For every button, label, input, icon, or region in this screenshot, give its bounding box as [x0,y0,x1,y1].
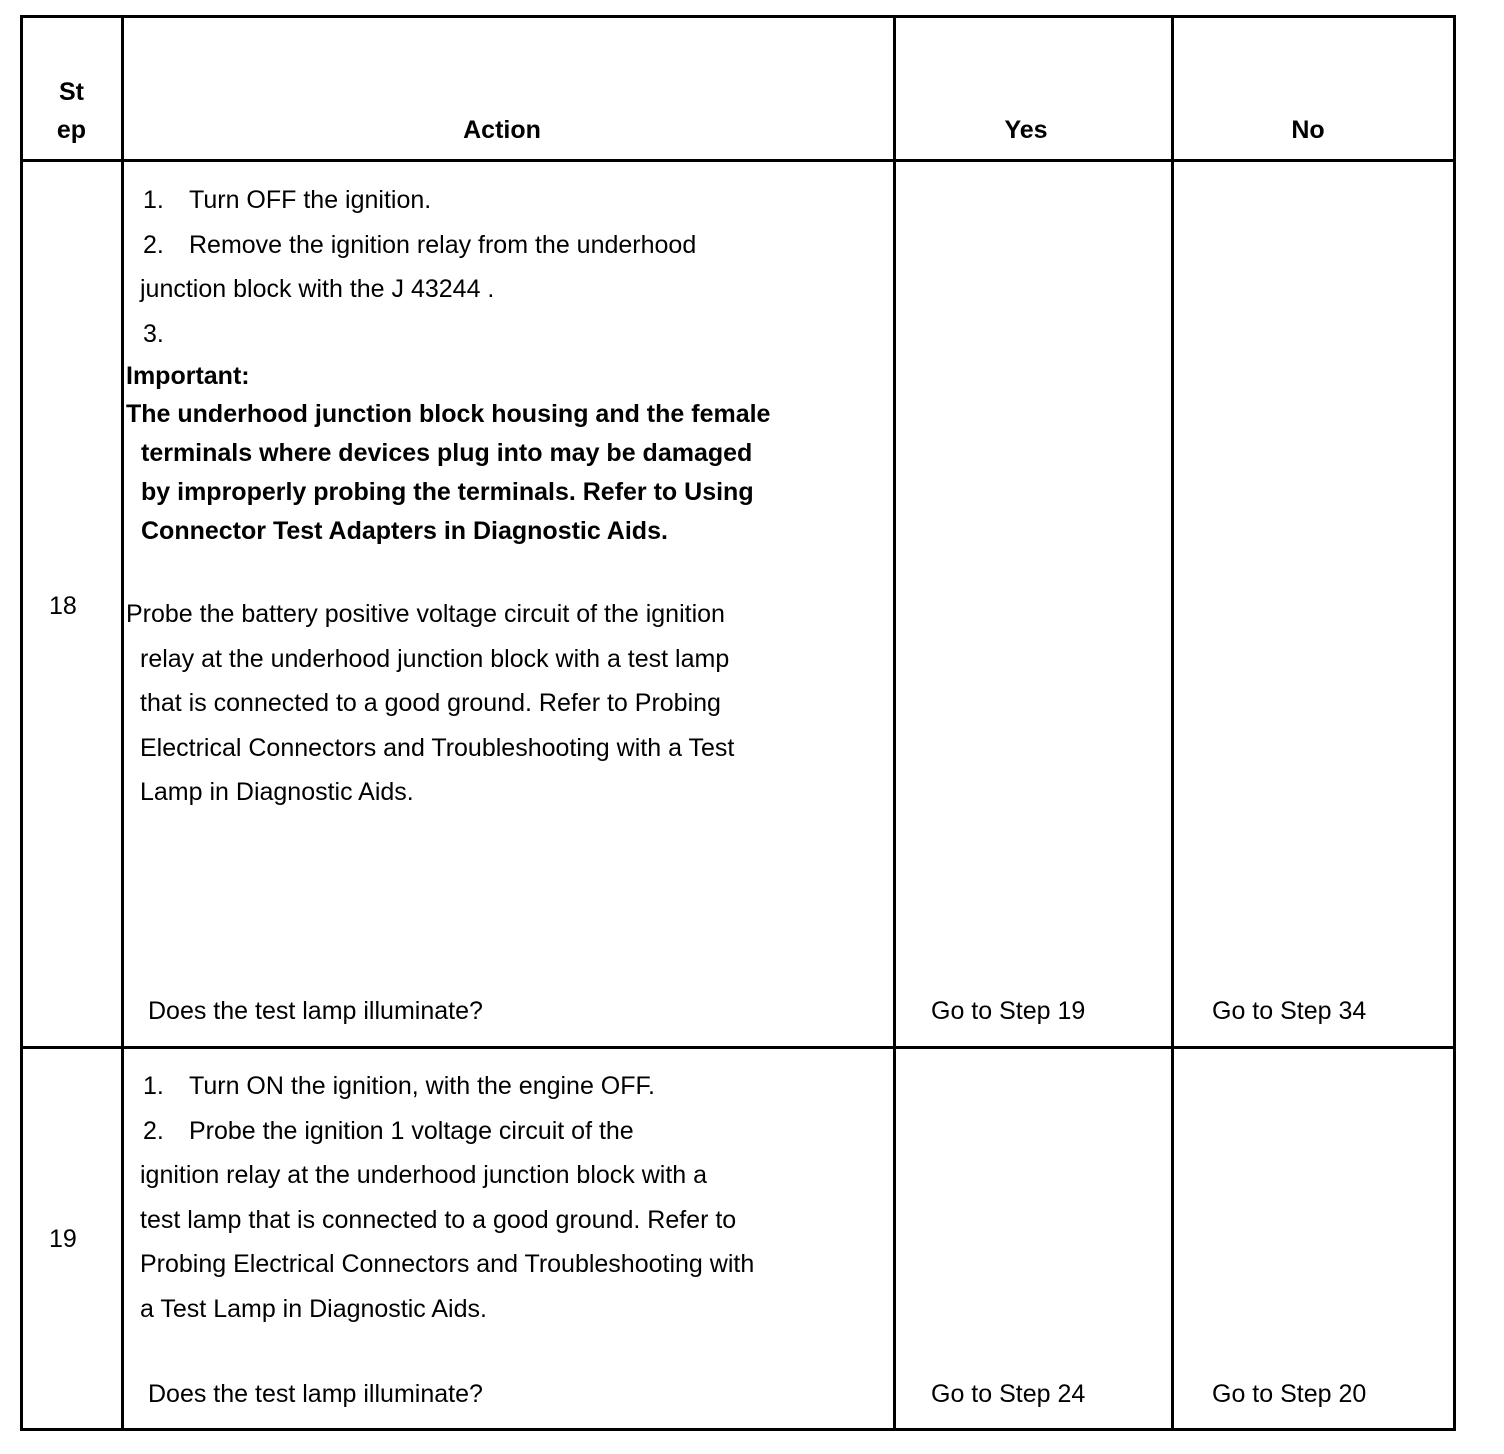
yes-result: Go to Step 24 [931,1380,1086,1408]
header-yes: Yes [1004,116,1048,144]
row-divider [20,1046,1456,1049]
header-divider [20,159,1456,162]
action-item-continued: junction block with the J 43244 . [140,275,495,303]
action-item: Turn OFF the ignition. [189,186,432,214]
action-item: Turn ON the ignition, with the engine OFF. [189,1072,655,1100]
header-step-line1: St [59,78,84,106]
probe-text: Lamp in Diagnostic Aids. [140,778,414,806]
yes-result: Go to Step 19 [931,997,1086,1025]
important-text: terminals where devices plug into may be damaged [141,439,753,467]
action-item-continued: a Test Lamp in Diagnostic Aids. [140,1295,487,1323]
action-item-continued: ignition relay at the underhood junction block with a [140,1161,708,1189]
probe-text: Electrical Connectors and Troubleshooting with a Test [140,734,735,762]
no-result: Go to Step 34 [1212,997,1367,1025]
step-number: 18 [49,592,77,620]
question-text: Does the test lamp illuminate? [148,997,483,1025]
column-divider-yes [1171,15,1174,1431]
column-divider-action [893,15,896,1431]
header-action: Action [463,116,541,144]
header-step-line2: ep [56,116,87,144]
important-text: Connector Test Adapters in Diagnostic Aids. [141,517,668,545]
column-divider-step [121,15,124,1431]
item-number: 2. [143,231,164,259]
action-item-continued: Probing Electrical Connectors and Troubleshooting with [140,1250,755,1278]
item-number: 1. [143,1072,164,1100]
important-label: Important: [126,362,250,390]
table-border-top [20,15,1456,18]
important-text: The underhood junction block housing and the female [126,400,771,428]
probe-text: relay at the underhood junction block with a test lamp [140,645,730,673]
probe-text: Probe the battery positive voltage circuit of the ignition [126,600,725,628]
header-no: No [1291,116,1325,144]
action-item-continued: test lamp that is connected to a good ground. Refer to [140,1206,737,1234]
action-item: Remove the ignition relay from the underhood [189,231,697,259]
important-text: by improperly probing the terminals. Refer to Using [141,478,754,506]
item-number: 1. [143,186,164,214]
table-border-bottom [20,1428,1456,1431]
item-number: 3. [143,320,164,348]
action-item: Probe the ignition 1 voltage circuit of the [189,1117,634,1145]
question-text: Does the test lamp illuminate? [148,1380,483,1408]
step-number: 19 [49,1225,77,1253]
probe-text: that is connected to a good ground. Refer to Probing [140,689,721,717]
no-result: Go to Step 20 [1212,1380,1367,1408]
table-border-right [1453,15,1456,1431]
table-border-left [20,15,23,1431]
item-number: 2. [143,1117,164,1145]
